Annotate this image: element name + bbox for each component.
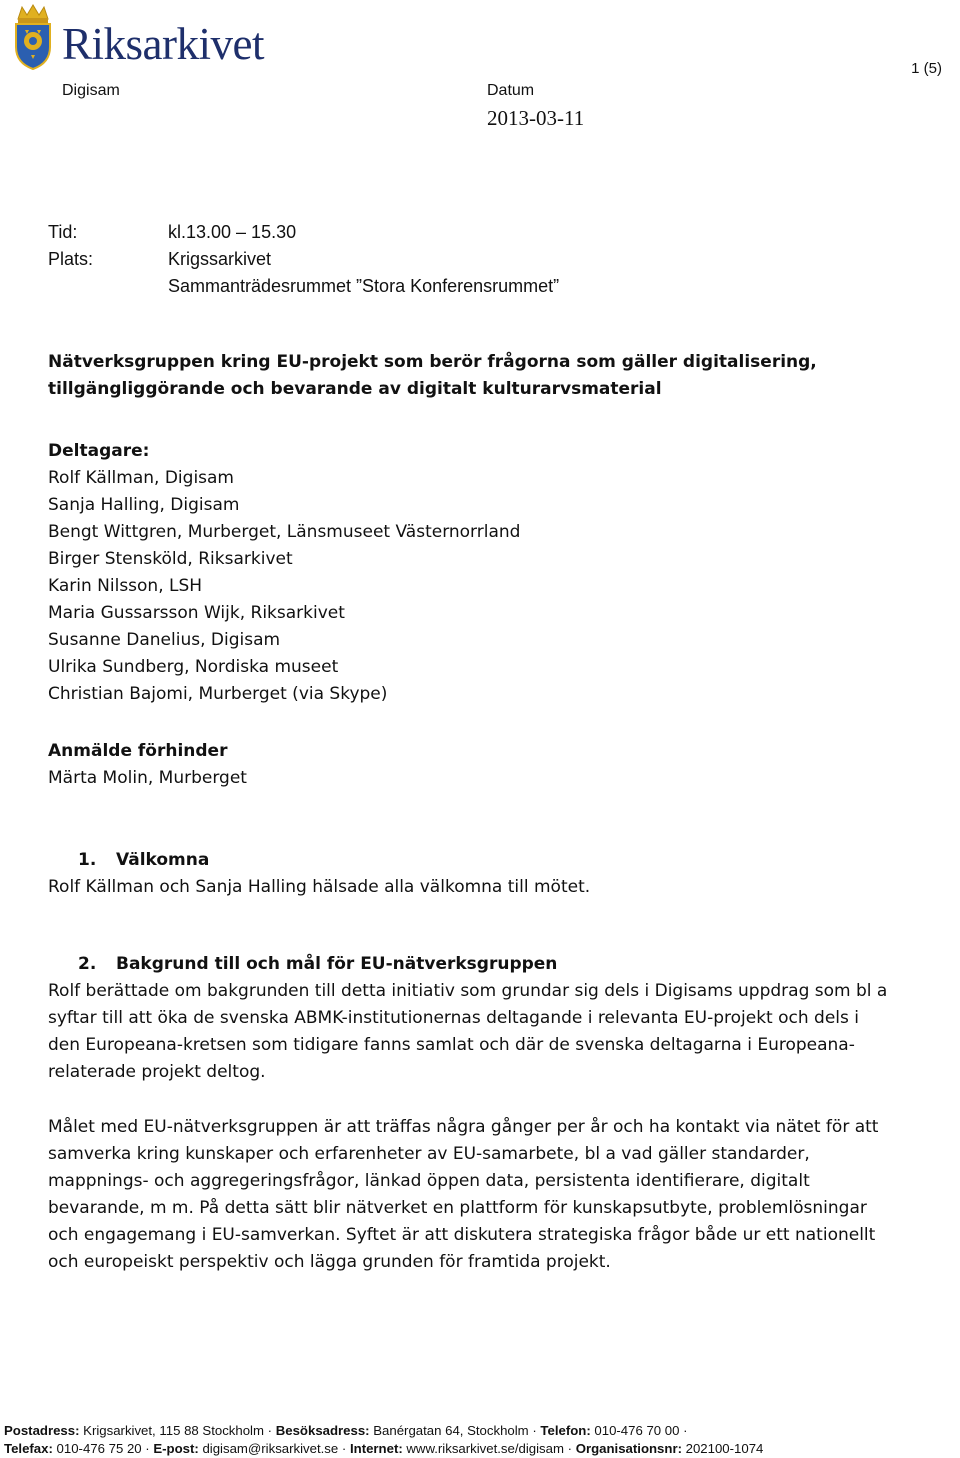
document-date: 2013-03-11	[487, 106, 585, 130]
footer-separator: ·	[267, 1423, 273, 1438]
footer-separator: ·	[341, 1441, 347, 1456]
footer-org-value: 202100-1074	[685, 1441, 764, 1456]
list-item: Birger Stensköld, Riksarkivet	[48, 549, 293, 569]
footer-phone-value: 010-476 70 00	[594, 1423, 680, 1438]
paragraph-line: relaterade projekt deltog.	[48, 1062, 266, 1082]
document-title	[48, 349, 928, 403]
footer-email-value[interactable]: digisam@riksarkivet.se	[202, 1441, 339, 1456]
paragraph-line: Rolf berättade om bakgrunden till detta initiativ som grundar sig dels i Digisams uppdrag som bl a	[48, 981, 888, 1001]
paragraph-line: bevarande, m m. På detta sätt blir nätverket en plattform för kunskapsutbyte, problemlösningar	[48, 1198, 867, 1218]
footer-web-label: Internet:	[349, 1441, 403, 1456]
list-item: Sanja Halling, Digisam	[48, 495, 240, 515]
list-item: Ulrika Sundberg, Nordiska museet	[48, 657, 339, 677]
list-item: Rolf Källman, Digisam	[48, 468, 234, 488]
paragraph-line: och engagemang i EU-samverkan. Syftet är att diskutera strategiska frågor både ur ett nationellt	[48, 1225, 876, 1245]
section-1-number: 1.	[78, 850, 97, 870]
footer-line-2	[4, 1440, 956, 1458]
absent-list	[48, 765, 247, 792]
riksarkivet-crest-icon	[10, 3, 56, 71]
time-label: Tid:	[48, 222, 78, 242]
footer-postal-label: Postadress:	[4, 1423, 80, 1438]
section-1-heading: Välkomna	[116, 850, 210, 870]
place-value-2: Sammanträdesrummet ”Stora Konferensrummet”	[168, 276, 560, 296]
place-value-1: Krigssarkivet	[168, 249, 272, 269]
footer-separator: ·	[145, 1441, 150, 1456]
footer-org-label: Organisationsnr:	[575, 1441, 682, 1456]
place-label: Plats:	[48, 249, 94, 269]
footer-visit-label: Besöksadress:	[275, 1423, 370, 1438]
list-item: Märta Molin, Murberget	[48, 768, 247, 788]
paragraph-line: samverka kring kunskaper och erfarenheter av EU-samarbete, bl a vad gäller standarder,	[48, 1144, 810, 1164]
logo-text: Riksarkivet	[62, 19, 264, 69]
list-item: Maria Gussarsson Wijk, Riksarkivet	[48, 603, 345, 623]
footer-fax-label: Telefax:	[4, 1441, 53, 1456]
time-value: kl.13.00 – 15.30	[168, 222, 297, 242]
absent-heading: Anmälde förhinder	[48, 741, 228, 761]
footer-visit-value: Banérgatan 64, Stockholm	[373, 1423, 529, 1438]
footer-fax-value: 010-476 75 20	[56, 1441, 142, 1456]
footer-web-value[interactable]: www.riksarkivet.se/digisam	[406, 1441, 564, 1456]
participants-list	[48, 465, 520, 708]
title-line: Nätverksgruppen kring EU-projekt som berör frågorna som gäller digitalisering,	[48, 352, 817, 372]
paragraph-line: och europeiskt perspektiv och lägga grunden för framtida projekt.	[48, 1252, 611, 1272]
page-number: 1 (5)	[911, 60, 942, 77]
list-item: Christian Bajomi, Murberget (via Skype)	[48, 684, 388, 704]
section-2-heading: Bakgrund till och mål för EU-nätverksgruppen	[116, 954, 558, 974]
footer-separator: ·	[567, 1441, 573, 1456]
date-label: Datum	[487, 82, 535, 99]
footer-postal-value: Krigsarkivet, 115 88 Stockholm	[83, 1423, 264, 1438]
footer-line-1	[4, 1422, 956, 1440]
title-line: tillgängliggörande och bevarande av digitalt kulturarvsmaterial	[48, 379, 662, 399]
footer-phone-label: Telefon:	[540, 1423, 591, 1438]
header-unit: Digisam	[62, 82, 120, 99]
footer-email-label: E-post:	[153, 1441, 199, 1456]
section-2-paragraph-1	[48, 978, 932, 1086]
footer-separator: ·	[683, 1423, 688, 1438]
footer-separator: ·	[532, 1423, 537, 1438]
list-item: Bengt Wittgren, Murberget, Länsmuseet Västernorrland	[48, 522, 521, 542]
list-item: Karin Nilsson, LSH	[48, 576, 203, 596]
section-1-text: Rolf Källman och Sanja Halling hälsade alla välkomna till mötet.	[48, 877, 591, 897]
paragraph-line: den Europeana-kretsen som tidigare fanns samlat och där de svenska deltagarna i Europeana-	[48, 1035, 855, 1055]
paragraph-line: Målet med EU-nätverksgruppen är att träffas några gånger per år och ha kontakt via nätet för att	[48, 1117, 879, 1137]
list-item: Susanne Danelius, Digisam	[48, 630, 281, 650]
section-2-paragraph-2	[48, 1114, 932, 1276]
section-2-number: 2.	[78, 954, 97, 974]
paragraph-line: syftar till att öka de svenska ABMK-institutionernas deltagande i relevanta EU-projekt och dels i	[48, 1008, 859, 1028]
participants-heading: Deltagare:	[48, 441, 150, 461]
paragraph-line: mappnings- och aggregeringsfrågor, länkad öppen data, persistenta identifierare, digitalt	[48, 1171, 810, 1191]
